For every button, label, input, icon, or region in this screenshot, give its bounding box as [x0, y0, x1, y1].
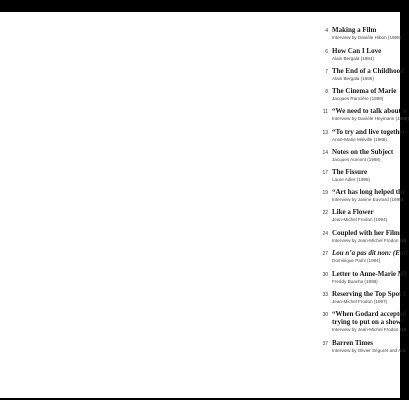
toc-page-number: 13 [322, 130, 328, 136]
toc-page-number: 4 [325, 28, 328, 34]
toc-title: “To try and live together [332, 128, 406, 136]
toc-page-number: 14 [322, 150, 328, 156]
toc-title: Lou n’a pas dit non: (Entl [332, 249, 408, 257]
toc-subtitle: Interview by Jean-Michel Frodon (19 [332, 327, 407, 332]
toc-page-number: 17 [322, 170, 328, 176]
toc-page-number: 24 [322, 231, 328, 237]
toc-subtitle: Anne-Marie Miéville (1988) [332, 137, 387, 142]
toc-title: The Fissure [332, 168, 368, 176]
toc-page-number: 33 [322, 292, 328, 298]
toc-title: Reserving the Top Spot f [332, 290, 406, 298]
toc-subtitle: Interview by Olivier Séguret and Anr [332, 348, 406, 353]
toc-title: “Art has long helped the [332, 188, 406, 196]
toc-subtitle: Alain Bergala (1985) [332, 76, 374, 81]
document-page [0, 12, 409, 398]
toc-subtitle: Dominique Païni (1994) [332, 258, 381, 263]
toc-title: How Can I Love [332, 47, 382, 55]
toc-page-number: 6 [325, 49, 328, 55]
toc-subtitle: Jacques Rancière (1998) [332, 96, 384, 101]
toc-subtitle: Jean-Michel Frodon (1997) [332, 299, 388, 304]
toc-subtitle: Laure Adler (1998) [332, 177, 371, 182]
toc-title-line2: trying to put on a show” [332, 318, 405, 326]
toc-subtitle: Alain Bergala (1984) [332, 56, 374, 61]
toc-page-number: 11 [322, 109, 328, 115]
toc-title: Letter to Anne-Marie Mi [332, 270, 407, 278]
toc-subtitle: Interview by Danièle Heymann (1985) [332, 116, 409, 121]
toc-subtitle: Interview by Jean-Michel Frodon (19 [332, 238, 407, 243]
toc-title: Like a Flower [332, 208, 374, 216]
toc-title: Barren Times [332, 339, 374, 347]
toc-page-number: 30 [322, 312, 328, 318]
toc-title: “We need to talk about w [332, 107, 408, 115]
toc-subtitle: Jean-Michel Frodon (1994) [332, 217, 388, 222]
toc-title: The End of a Childhood [332, 67, 404, 75]
toc-page-number: 19 [322, 190, 328, 196]
toc-title: Making a Film [332, 26, 377, 34]
toc-title: The Cinema of Marie [332, 87, 397, 95]
toc-title: Notes on the Subject [332, 148, 394, 156]
toc-page-number: 27 [322, 251, 328, 257]
toc-subtitle: Freddy Buache (1998) [332, 279, 378, 284]
toc-page-number: 30 [322, 272, 328, 278]
toc-page-number: 7 [325, 69, 328, 75]
toc-title: Coupled with her Film [332, 229, 400, 237]
toc-page-number: 8 [325, 89, 328, 95]
toc-subtitle: Interview by Danièle Hibon (1998) [332, 35, 402, 40]
toc-subtitle: Jacques Aumont (1998) [332, 157, 381, 162]
toc-subtitle: Interview by Janine Euvrard (1995) [332, 197, 404, 202]
toc-page-number: 37 [322, 341, 328, 347]
toc-page-number: 22 [322, 210, 328, 216]
toc-title: “When Godard accepted [332, 310, 407, 318]
